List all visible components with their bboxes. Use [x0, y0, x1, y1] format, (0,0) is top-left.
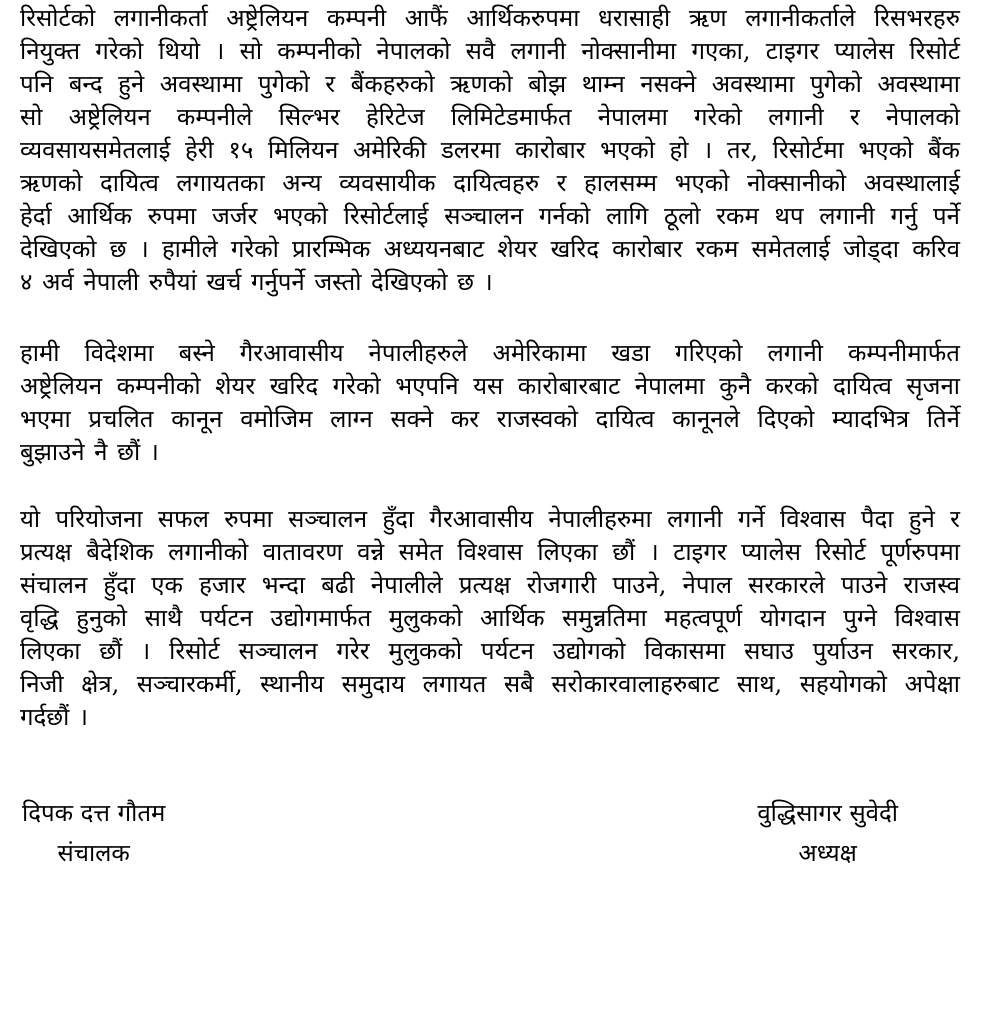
signatory-title-right: अध्यक्ष	[798, 839, 857, 867]
text-line: व्यवसायसमेतलाई हेरी १५ मिलियन अमेरिकी डलरमा कारोबार भएको हो । तर, रिसोर्टमा भएको बैंक	[20, 136, 960, 164]
text-line: प्रत्यक्ष बैदेशिक लगानीको वातावरण वन्ने समेत विश्वास लिएका छौं । टाइगर प्यालेस रिसोर्ट पूर्णरुपमा	[20, 538, 960, 566]
paragraph-1	[20, 2, 960, 299]
text-line: नियुक्त गरेको थियो । सो कम्पनीको नेपालको सवै लगानी नोक्सानीमा गएका, टाइगर प्यालेस रिसोर्ट	[20, 37, 960, 65]
signature-right	[757, 793, 898, 873]
text-line: संचालन हुँदा एक हजार भन्दा बढी नेपालीले प्रत्यक्ष रोजगारी पाउने, नेपाल सरकारले पाउने राजस्व	[20, 571, 960, 599]
signature-left	[22, 793, 165, 873]
text-line: ४ अर्व नेपाली रुपैयां खर्च गर्नुपर्ने जस्तो देखिएको छ ।	[20, 268, 493, 296]
text-line: भएमा प्रचलित कानून वमोजिम लाग्न सक्ने कर राजस्वको दायित्व कानूनले दिएको म्यादभित्र तिर्ने	[20, 405, 960, 433]
signatory-name-left: दिपक दत्त गौतम	[22, 799, 166, 827]
text-line: सो अष्ट्रेलियन कम्पनीले सिल्भर हेरिटेज लिमिटेडमार्फत नेपालमा गरेको लगानी र नेपालको	[20, 103, 960, 131]
text-line: हामी विदेशमा बस्ने गैरआवासीय नेपालीहरुले अमेरिकामा खडा गरिएको लगानी कम्पनीमार्फत	[20, 339, 960, 367]
signatory-name-right: वुद्धिसागर सुवेदी	[757, 799, 898, 827]
paragraph-3	[20, 503, 960, 734]
text-line: देखिएको छ । हामीले गरेको प्रारम्भिक अध्ययनबाट शेयर खरिद कारोबार रकम समेतलाई जोड्दा करिव	[20, 235, 960, 263]
text-line: हेर्दा आर्थिक रुपमा जर्जर भएको रिसोर्टलाई सञ्चालन गर्नको लागि ठूलो रकम थप लगानी गर्नु पर्ने	[20, 202, 960, 230]
signatory-title-left: संचालक	[57, 839, 130, 867]
text-line: बुझाउने नै छौं ।	[20, 438, 159, 466]
text-line: यो परियोजना सफल रुपमा सञ्चालन हुँदा गैरआवासीय नेपालीहरुमा लगानी गर्ने विश्वास पैदा हुने र	[20, 505, 960, 533]
text-line: पनि बन्द हुने अवस्थामा पुगेको र बैंकहरुको ऋणको बोझ थाम्न नसक्ने अवस्थामा पुगेको अवस्थामा	[20, 70, 960, 98]
text-line: अष्ट्रेलियन कम्पनीको शेयर खरिद गरेको भएपनि यस कारोबारबाट नेपालमा कुनै करको दायित्व सृजना	[20, 372, 960, 400]
text-line: ऋणको दायित्व लगायतका अन्य व्यवसायीक दायित्वहरु र हालसम्म भएको नोक्सानीको अवस्थालाई	[20, 169, 960, 197]
text-line: लिएका छौं । रिसोर्ट सञ्चालन गरेर मुलुकको पर्यटन उद्योगको विकासमा सघाउ पुर्याउन सरकार,	[20, 637, 960, 665]
text-line: रिसोर्टको लगानीकर्ता अष्ट्रेलियन कम्पनी आफैं आर्थिकरुपमा धरासाही ऋण लगानीकर्ताले रिसभरहरु	[20, 4, 960, 32]
text-line: गर्दछौं ।	[20, 703, 89, 731]
text-line: वृद्धि हुनुको साथै पर्यटन उद्योगमार्फत मुलुकको आर्थिक समुन्नतिमा महत्वपूर्ण योगदान पुग्ने विश्वास	[20, 604, 960, 632]
paragraph-2	[20, 337, 960, 469]
text-line: निजी क्षेत्र, सञ्चारकर्मी, स्थानीय समुदाय लगायत सबै सरोकारवालाहरुबाट साथ, सहयोगको अपेक्षा	[20, 670, 960, 698]
signature-row	[20, 793, 960, 873]
